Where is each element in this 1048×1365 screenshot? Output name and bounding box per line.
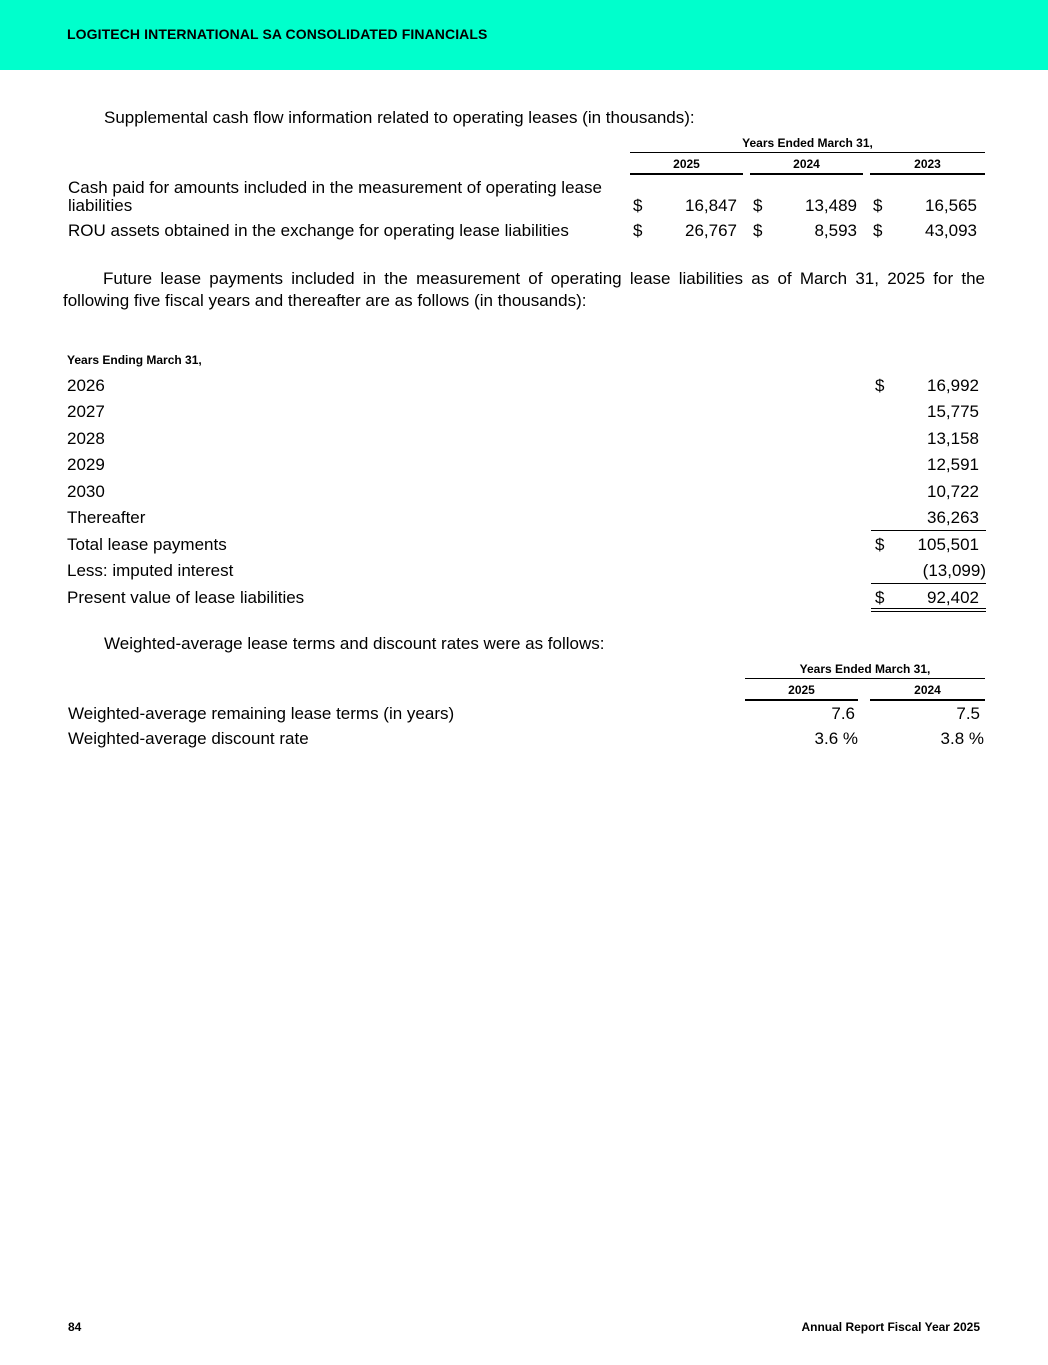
currency-symbol: $ bbox=[873, 196, 883, 215]
payment-amount: 105,501 bbox=[917, 535, 979, 554]
currency-symbol: $ bbox=[875, 588, 885, 607]
payment-row-label: Present value of lease liabilities bbox=[67, 588, 305, 607]
payment-amount: 36,263 bbox=[927, 508, 979, 527]
payment-row-label: 2027 bbox=[67, 402, 105, 421]
wa-row-label: Weighted-average remaining lease terms (in years) bbox=[68, 704, 455, 723]
payment-amount: 92,402 bbox=[927, 588, 979, 607]
currency-symbol: $ bbox=[873, 221, 883, 240]
cf-row-label-cont: liabilities bbox=[68, 196, 133, 215]
payment-amount: 13,158 bbox=[927, 429, 979, 448]
cf-value: 16,847 bbox=[685, 196, 737, 215]
payment-amount: (13,099) bbox=[922, 561, 986, 580]
page-number: 84 bbox=[68, 1320, 82, 1334]
payment-amount: 16,992 bbox=[927, 376, 979, 395]
payment-amount: 12,591 bbox=[927, 455, 979, 474]
future-payments-column-header: Years Ending March 31, bbox=[67, 353, 202, 367]
currency-symbol: $ bbox=[753, 196, 763, 215]
payment-row-label: 2030 bbox=[67, 482, 105, 501]
subtotal-rule bbox=[871, 530, 986, 531]
currency-symbol: $ bbox=[633, 196, 643, 215]
future-payments-intro: Future lease payments included in the measurement of operating lease liabilities as of March 31, 2025 for the following five fiscal years and thereafter are as follows (in thousands): bbox=[63, 269, 985, 310]
payment-row-label: 2028 bbox=[67, 429, 105, 448]
page-header-title: LOGITECH INTERNATIONAL SA CONSOLIDATED FINANCIALS bbox=[67, 26, 488, 42]
wa-value: 7.5 bbox=[956, 704, 980, 723]
payment-row-label: Less: imputed interest bbox=[67, 561, 234, 580]
year-rule bbox=[750, 173, 863, 175]
weighted-intro: Weighted-average lease terms and discount rates were as follows: bbox=[104, 634, 605, 653]
wa-year-2025: 2025 bbox=[788, 683, 815, 697]
cf-value: 26,767 bbox=[685, 221, 737, 240]
cf-value: 43,093 bbox=[925, 221, 977, 240]
year-rule bbox=[630, 173, 743, 175]
cf-value: 13,489 bbox=[805, 196, 857, 215]
wa-row-label: Weighted-average discount rate bbox=[68, 729, 309, 748]
wa-value: 3.8 % bbox=[940, 729, 984, 748]
cf-year-2025: 2025 bbox=[673, 157, 700, 171]
wa-value: 3.6 % bbox=[814, 729, 858, 748]
year-rule bbox=[870, 173, 985, 175]
cf-value: 8,593 bbox=[814, 221, 857, 240]
cf-year-2024: 2024 bbox=[793, 157, 820, 171]
cash-flow-intro: Supplemental cash flow information related to operating leases (in thousands): bbox=[104, 108, 695, 127]
payment-amount: 10,722 bbox=[927, 482, 979, 501]
currency-symbol: $ bbox=[875, 376, 885, 395]
payment-row-label: Thereafter bbox=[67, 508, 146, 527]
total-double-rule bbox=[871, 608, 986, 609]
cf-value: 16,565 bbox=[925, 196, 977, 215]
year-rule bbox=[870, 699, 985, 701]
weighted-period-header: Years Ended March 31, bbox=[799, 662, 931, 676]
wa-value: 7.6 bbox=[831, 704, 855, 723]
year-rule bbox=[745, 699, 858, 701]
payment-amount: 15,775 bbox=[927, 402, 979, 421]
subtotal-rule bbox=[871, 583, 986, 584]
currency-symbol: $ bbox=[633, 221, 643, 240]
payment-row-label: 2026 bbox=[67, 376, 105, 395]
cf-year-2023: 2023 bbox=[914, 157, 941, 171]
report-title: Annual Report Fiscal Year 2025 bbox=[801, 1320, 980, 1334]
payment-row-label: Total lease payments bbox=[67, 535, 227, 554]
currency-symbol: $ bbox=[875, 535, 885, 554]
currency-symbol: $ bbox=[753, 221, 763, 240]
wa-year-2024: 2024 bbox=[914, 683, 941, 697]
period-header-rule bbox=[745, 678, 985, 679]
cash-flow-period-header: Years Ended March 31, bbox=[742, 136, 873, 150]
period-header-rule bbox=[630, 152, 985, 153]
cf-row-label: Cash paid for amounts included in the measurement of operating lease bbox=[68, 178, 602, 197]
cf-row-label: ROU assets obtained in the exchange for operating lease liabilities bbox=[68, 221, 569, 240]
total-double-rule bbox=[871, 611, 986, 612]
payment-row-label: 2029 bbox=[67, 455, 105, 474]
